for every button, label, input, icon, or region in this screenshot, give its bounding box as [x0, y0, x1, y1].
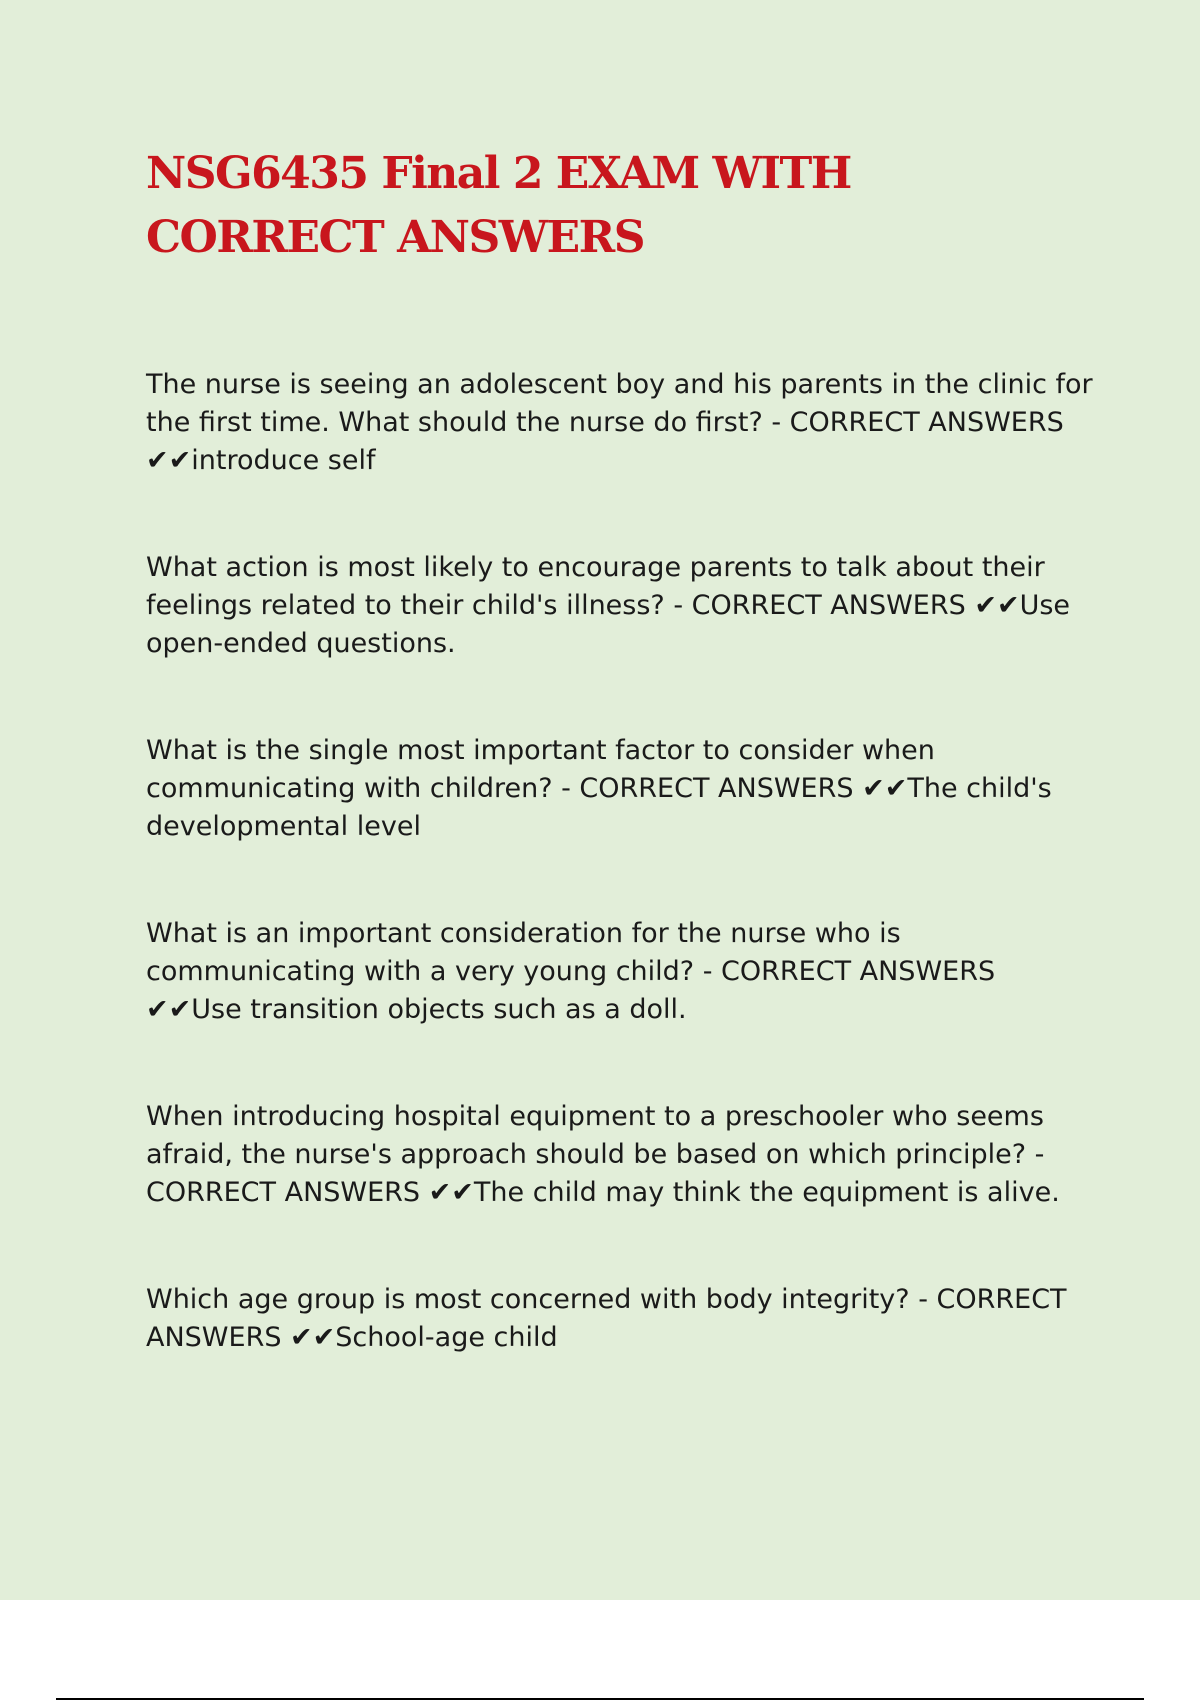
document-title: NSG6435 Final 2 EXAM WITH CORRECT ANSWERS — [146, 148, 851, 263]
question-answer-list — [146, 366, 1096, 1426]
qa-item-6: Which age group is most concerned with body integrity? - CORRECT ANSWERS ✔✔School-age child — [146, 1284, 1067, 1353]
qa-item-4: What is an important consideration for the nurse who is communicating with a very young child? - CORRECT ANSWERS ✔✔Use transition objects such as a doll. — [146, 918, 996, 1025]
qa-item-3: What is the single most important factor to consider when communicating with children? - CORRECT ANSWERS ✔✔The child's developmental level — [146, 735, 1052, 842]
qa-item-2: What action is most likely to encourage parents to talk about their feelings related to their child's illness? - CORRECT ANSWERS ✔✔Use open-ended questions. — [146, 552, 1071, 659]
qa-item-1: The nurse is seeing an adolescent boy and his parents in the clinic for the first time. What should the nurse do first? - CORRECT ANSWERS ✔✔introduce self — [146, 369, 1093, 476]
qa-item-5: When introducing hospital equipment to a preschooler who seems afraid, the nurse's approach should be based on which principle? - CORRECT ANSWERS ✔✔The child may think the equipment is alive. — [146, 1101, 1060, 1208]
